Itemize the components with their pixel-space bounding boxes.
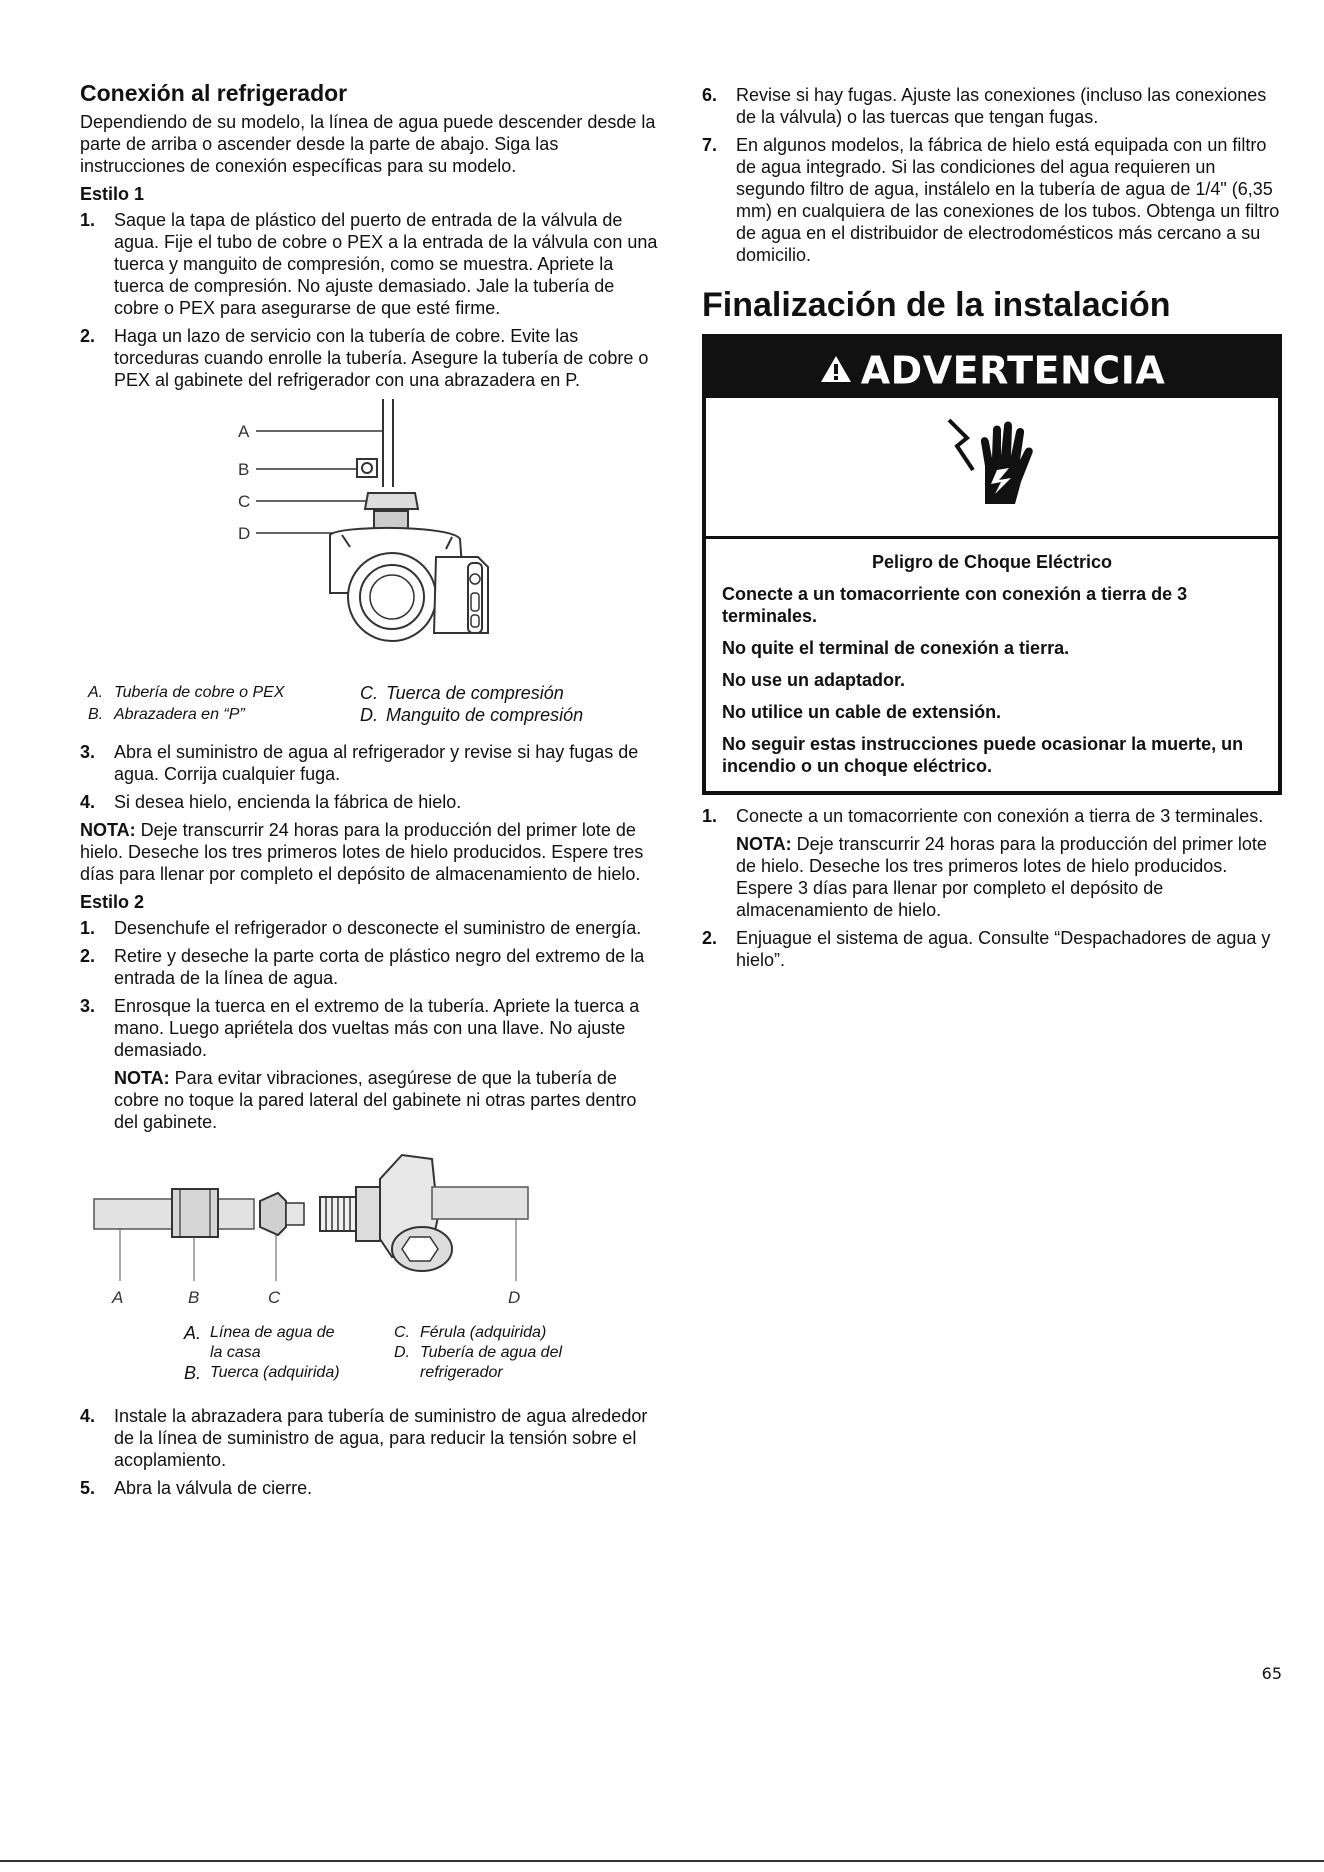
caption-item: D. Manguito de compresión (360, 705, 584, 725)
caption-item: D. Tubería de agua del refrigerador (394, 1344, 563, 1381)
caption-col-left (176, 1323, 386, 1383)
warning-image (706, 398, 1278, 539)
figure-label: B (238, 460, 250, 479)
figure-label: D (508, 1288, 521, 1307)
style2-steps (80, 917, 660, 1133)
figure-label: C (268, 1288, 281, 1307)
steps-bottom (702, 805, 1282, 971)
list-item: 7. En algunos modelos, la fábrica de hielo está equipada con un filtro de agua integrado. Si las condiciones del agua requieren un segundo filtro de agua, instálelo en la tubería de agua de 1/4" (6,35 mm) en cualquiera de las conexiones de los tubos. Obtenga un filtro de agua en el distribuidor de electrodomésticos más cercano a su domicilio. (702, 135, 1280, 265)
list-item: 1. Saque la tapa de plástico del puerto de entrada de la válvula de agua. Fije el tubo de cobre o PEX a la entrada de la válvula con una tuerca y manguito de compresión, como se muestra. Apriete la tuerca de compresión. No ajuste demasiado. Jale la tubería de cobre o PEX para asegurarse de que esté firme. (80, 210, 658, 318)
intro-paragraph: Dependiendo de su modelo, la línea de agua puede descender desde la parte de arriba o ascender desde la parte de abajo. Siga las instrucciones de conexión específicas para su modelo. (80, 112, 656, 176)
figure-label: B (188, 1288, 200, 1307)
figure-label: A (238, 422, 250, 441)
caption-item: A. Línea de agua de la casa (184, 1323, 335, 1361)
warning-line: No quite el terminal de conexión a tierra. (722, 638, 1070, 658)
list-item: 1. Desenchufe el refrigerador o desconecte el suministro de energía. (80, 918, 642, 938)
figure2-caption (176, 1323, 660, 1383)
note-paragraph: NOTA: Deje transcurrir 24 horas para la producción del primer lote de hielo. Deseche los tres primeros lotes de hielo producidos. Espere tres días para llenar por completo el depósito de almacenamiento de hielo. (80, 820, 644, 884)
list-item: 3. Enrosque la tuerca en el extremo de la tubería. Apriete la tuerca a mano. Luego apriétela dos vueltas más con una llave. No ajuste demasiado. NOTA: Para evitar vibraciones, asegúrese de que la tubería de cobre no toque la pared lateral del gabinete ni otras partes dentro del gabinete. (80, 995, 660, 1133)
list-item: 6. Revise si hay fugas. Ajuste las conexiones (incluso las conexiones de la válvula) o las tuercas que tengan fugas. (702, 85, 1267, 127)
figure-label: D (238, 524, 251, 543)
list-item: 5. Abra la válvula de cierre. (80, 1478, 313, 1498)
figure-label: A (112, 1288, 124, 1307)
warning-line: No seguir estas instrucciones puede ocasionar la muerte, un incendio o un choque eléctrico. (722, 734, 1244, 776)
pipe-fitting-figure (80, 1153, 660, 1319)
style2-title: Estilo 2 (80, 892, 145, 912)
step-note: NOTA: Deje transcurrir 24 horas para la producción del primer lote de hielo. Deseche los tres primeros lotes de hielo producidos. Espere 3 días para llenar por completo el depósito de almacenamiento de hielo. (736, 834, 1267, 920)
caption-item: B. Abrazadera en “P” (88, 706, 245, 723)
warning-line: No utilice un cable de extensión. (722, 702, 1002, 722)
steps-top (702, 84, 1282, 266)
right-column (702, 84, 1282, 977)
style1-steps-after (80, 741, 660, 813)
list-item: 3. Abra el suministro de agua al refrigerador y revise si hay fugas de agua. Corrija cualquier fuga. (80, 742, 639, 784)
warning-line: Conecte a un tomacorriente con conexión a tierra de 3 terminales. (722, 584, 1188, 626)
warning-triangle-icon (819, 341, 853, 401)
valve-diagram (80, 397, 660, 691)
style1-title: Estilo 1 (80, 184, 145, 204)
warning-title: Peligro de Choque Eléctrico (871, 552, 1113, 572)
section-heading-finish: Finalización de la instalación (702, 286, 1171, 324)
figure-label: C (238, 492, 251, 511)
warning-header-text: ADVERTENCIA (860, 348, 1166, 393)
style2-steps-after (80, 1405, 660, 1499)
list-item: 2. Haga un lazo de servicio con la tubería de cobre. Evite las torceduras cuando enrolle la tubería. Asegure la tubería de cobre o PEX al gabinete del refrigerador con una abrazadera en P. (80, 326, 649, 390)
left-column (80, 80, 660, 1505)
caption-item: C. Tuerca de compresión (360, 683, 564, 703)
list-item: 2. Enjuague el sistema de agua. Consulte “Despachadores de agua y hielo”. (702, 928, 1271, 970)
step-note: NOTA: Para evitar vibraciones, asegúrese de que la tubería de cobre no toque la pared lateral del gabinete ni otras partes dentro del gabinete. (114, 1068, 637, 1132)
pipe-diagram (80, 1153, 660, 1319)
bottom-divider (0, 1860, 1324, 1862)
list-item: 2. Retire y deseche la parte corta de plástico negro del extremo de la entrada de la línea de agua. (80, 946, 645, 988)
caption-item: C. Férula (adquirida) (394, 1324, 547, 1341)
warning-box (702, 334, 1282, 795)
list-item: 1. Conecte a un tomacorriente con conexión a tierra de 3 terminales. NOTA: Deje transcurrir 24 horas para la producción del primer lote de hielo. Deseche los tres primeros lotes de hielo producidos. Espere 3 días para llenar por completo el depósito de almacenamiento de hielo. (702, 805, 1282, 921)
valve-connection-figure (80, 397, 660, 691)
list-item: 4. Si desea hielo, encienda la fábrica de hielo. (80, 792, 462, 812)
page-number: 65 (1261, 1664, 1282, 1683)
section-heading-connection: Conexión al refrigerador (80, 80, 348, 106)
warning-line: No use un adaptador. (722, 670, 906, 690)
warning-header (706, 338, 1278, 398)
caption-item: B. Tuerca (adquirida) (184, 1363, 340, 1383)
caption-item: A. Tubería de cobre o PEX (88, 684, 285, 701)
style1-steps (80, 209, 660, 391)
caption-col-right (386, 1323, 586, 1383)
electric-shock-hand-icon (937, 412, 1047, 522)
list-item: 4. Instale la abrazadera para tubería de suministro de agua alrededor de la línea de suministro de agua, para reducir la tensión sobre el acoplamiento. (80, 1406, 648, 1470)
warning-body (706, 539, 1278, 791)
